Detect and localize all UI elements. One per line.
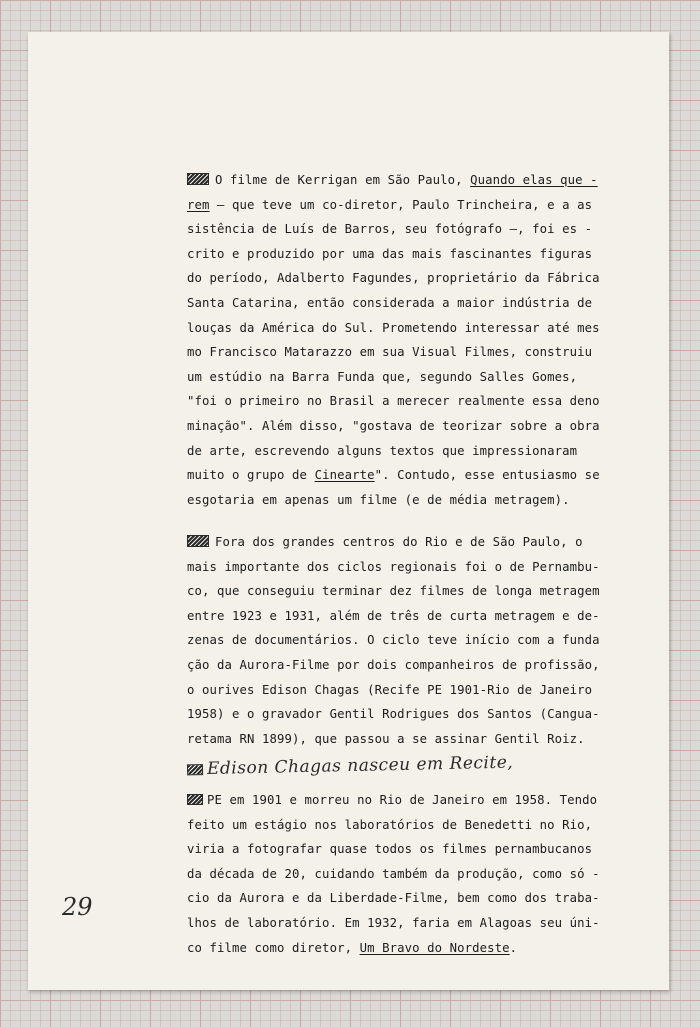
- handwritten-note: Edison Chagas nasceu em Recite,: [187, 753, 514, 780]
- text-line: Santa Catarina, então considerada a maior indústria de: [187, 295, 593, 310]
- text-line: um estúdio na Barra Funda que, segundo Salles Gomes,: [187, 369, 578, 384]
- text-line: o ourives Edison Chagas (Recife PE 1901-Rio de Janeiro: [187, 682, 593, 697]
- page-number: 29: [62, 893, 93, 921]
- insertion-marker-icon: [187, 794, 203, 805]
- text-line: de arte, escrevendo alguns textos que impressionaram: [187, 443, 578, 458]
- text-line: co, que conseguiu terminar dez filmes de longa metragem: [187, 584, 600, 599]
- film-title: Quando elas que -: [470, 173, 598, 187]
- paragraph-pernambuco-cycle: [187, 530, 647, 751]
- text-line: retama RN 1899), que passou a se assinar Gentil Roiz.: [187, 731, 585, 746]
- text-line: do período, Adalberto Fagundes, proprietário da Fábrica: [187, 271, 600, 286]
- paragraph-marker-icon: [187, 173, 209, 185]
- film-title: Um Bravo do Nordeste: [359, 940, 510, 955]
- text-line: feito um estágio nos laboratórios de Benedetti no Rio,: [187, 817, 593, 832]
- text-line: Fora dos grandes centros do Rio e de São Paulo, o: [187, 530, 647, 555]
- text-line: O filme de Kerrigan em São Paulo, Quando elas que -: [187, 168, 647, 193]
- text-line: muito o grupo de Cinearte". Contudo, esse entusiasmo se: [187, 468, 600, 483]
- paragraph-marker-icon: [187, 535, 209, 547]
- text-line: esgotaria em apenas um filme (e de média metragem).: [187, 492, 570, 507]
- text-line: minação". Além disso, "gostava de teorizar sobre a obra: [187, 418, 600, 433]
- text-line: sistência de Luís de Barros, seu fotógrafo —, foi es -: [187, 222, 593, 237]
- text-line: mais importante dos ciclos regionais foi o de Pernambu-: [187, 559, 600, 574]
- text-line: mo Francisco Matarazzo em sua Visual Filmes, construiu: [187, 345, 593, 360]
- text-line: da década de 20, cuidando também da produção, como só -: [187, 866, 600, 881]
- text-line: rem — que teve um co-diretor, Paulo Trincheira, e a as: [187, 197, 593, 212]
- insertion-marker-icon: [187, 764, 203, 775]
- text-line: viria a fotografar quase todos os filmes pernambucanos: [187, 842, 593, 857]
- film-title-continued: rem: [187, 197, 210, 212]
- text-line: 1958) e o gravador Gentil Rodrigues dos Santos (Cangua-: [187, 707, 600, 722]
- paragraph-chagas-biography: [187, 788, 647, 960]
- text-line: zenas de documentários. O ciclo teve início com a funda: [187, 633, 600, 648]
- text-line: "foi o primeiro no Brasil a merecer realmente essa deno: [187, 394, 600, 409]
- magazine-title: Cinearte: [314, 468, 375, 483]
- text-line: crito e produzido por uma das mais fascinantes figuras: [187, 246, 593, 261]
- text-line: lhos de laboratório. Em 1932, faria em Alagoas seu úni-: [187, 915, 600, 930]
- text-line: ção da Aurora-Filme por dois companheiros de profissão,: [187, 657, 600, 672]
- paragraph-kerrigan: [187, 168, 647, 512]
- text-line: co filme como diretor, Um Bravo do Nordeste.: [187, 940, 518, 955]
- text-line: louças da América do Sul. Prometendo interessar até mes: [187, 320, 600, 335]
- text-line: cio da Aurora e da Liberdade-Filme, bem como dos traba-: [187, 891, 600, 906]
- text-line: PE em 1901 e morreu no Rio de Janeiro em 1958. Tendo: [187, 788, 647, 813]
- text-line: entre 1923 e 1931, além de três de curta metragem e de-: [187, 608, 600, 623]
